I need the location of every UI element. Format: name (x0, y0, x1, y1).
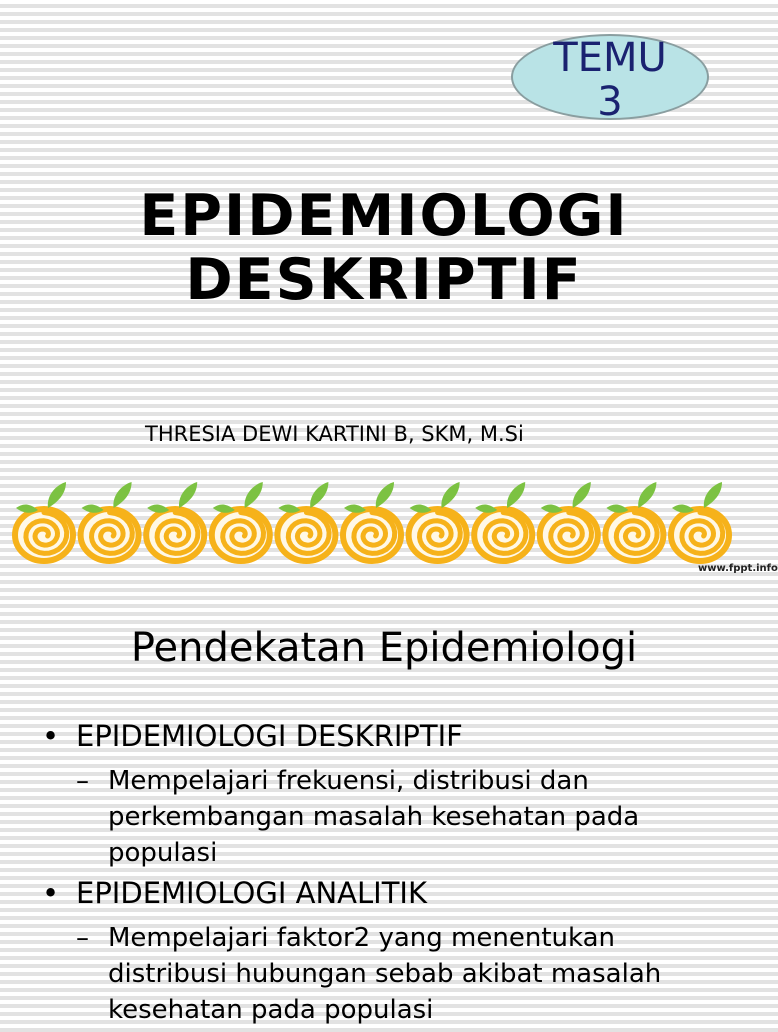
orange-spiral-with-leaf-icon (409, 482, 467, 561)
sub-bullet-text: Mempelajari frekuensi, distribusi dan perkembangan masalah kesehatan pada populasi (108, 766, 640, 868)
orange-spiral-with-leaf-icon (81, 482, 139, 561)
content-title: Pendekatan Epidemiologi (130, 625, 638, 671)
orange-spiral-with-leaf-icon (474, 482, 532, 561)
slide-title (0, 184, 768, 312)
ornament-row (14, 476, 744, 568)
bullet-item (42, 875, 742, 911)
watermark-url: www.fppt.info (698, 563, 778, 574)
orange-spiral-with-leaf-icon (343, 482, 401, 561)
bullet-text: EPIDEMIOLOGI ANALITIK (76, 876, 427, 910)
session-badge-label (540, 36, 680, 124)
bullet-list (42, 718, 742, 1032)
orange-spiral-with-leaf-icon (212, 482, 270, 561)
bullet-icon: • (42, 719, 60, 753)
orange-spiral-with-leaf-icon (540, 482, 598, 561)
badge-line-2: 3 (597, 79, 623, 125)
orange-spiral-with-leaf-icon (671, 482, 729, 561)
content-slide (0, 600, 768, 1024)
orange-spiral-with-leaf-icon (15, 482, 73, 561)
orange-spiral-with-leaf-icon (146, 482, 204, 561)
orange-spiral-with-leaf-icon (605, 482, 663, 561)
title-line-2: DESKRIPTIF (185, 247, 583, 313)
bullet-icon: • (42, 876, 60, 910)
bullet-text: EPIDEMIOLOGI DESKRIPTIF (76, 719, 463, 753)
dash-icon: – (76, 766, 89, 796)
author-name: THRESIA DEWI KARTINI B, SKM, M.Si (145, 422, 524, 446)
sub-bullet-text: Mempelajari faktor2 yang menentukan distribusi hubungan sebab akibat masalah kesehatan pada populasi (108, 923, 662, 1025)
badge-line-1: TEMU (553, 35, 667, 81)
bullet-item (42, 718, 742, 754)
dash-icon: – (76, 923, 89, 953)
sub-bullet-item (76, 920, 742, 1028)
title-line-1: EPIDEMIOLOGI (139, 183, 629, 249)
orange-spiral-with-leaf-icon (277, 482, 335, 561)
sub-bullet-item (76, 763, 742, 871)
